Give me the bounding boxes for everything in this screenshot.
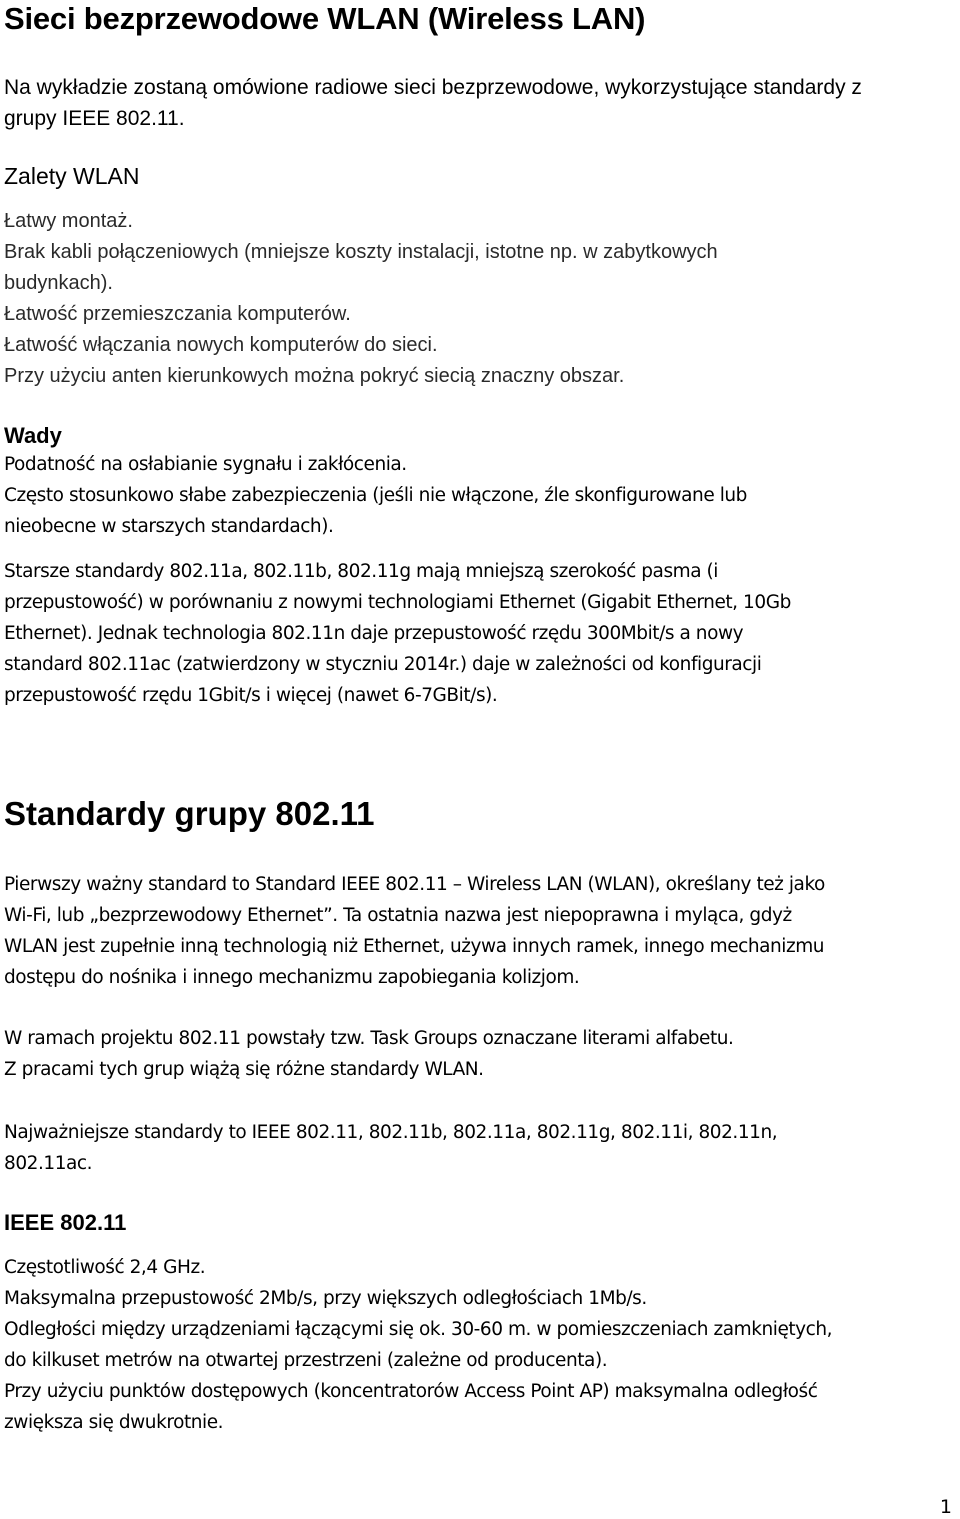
standardy-line: 802.11ac.	[4, 1153, 93, 1174]
ieee-heading: IEEE 802.11	[4, 1210, 127, 1235]
ieee-line: do kilkuset metrów na otwartej przestrzeni (zależne od producenta).	[4, 1350, 608, 1371]
ieee-line: zwiększa się dwukrotnie.	[4, 1412, 224, 1433]
zalety-line: budynkach).	[4, 272, 113, 294]
zalety-line: Przy użyciu anten kierunkowych można pokryć siecią znaczny obszar.	[4, 365, 625, 387]
ieee-line: Przy użyciu punktów dostępowych (koncentratorów Access Point AP) maksymalna odległość	[4, 1381, 818, 1402]
ieee-line: Odległości między urządzeniami łączącymi się ok. 30-60 m. w pomieszczeniach zamkniętych,	[4, 1319, 833, 1340]
wady-line: przepustowość rzędu 1Gbit/s i więcej (nawet 6-7GBit/s).	[4, 685, 498, 706]
standardy-line: dostępu do nośnika i innego mechanizmu zapobiegania kolizjom.	[4, 967, 580, 988]
intro-line: grupy IEEE 802.11.	[4, 107, 185, 130]
ieee-line: Częstotliwość 2,4 GHz.	[4, 1257, 206, 1278]
standardy-line: Z pracami tych grup wiążą się różne standardy WLAN.	[4, 1059, 484, 1080]
standardy-line: W ramach projektu 802.11 powstały tzw. Task Groups oznaczane literami alfabetu.	[4, 1028, 734, 1049]
standardy-line: WLAN jest zupełnie inną technologią niż Ethernet, używa innych ramek, innego mechanizmu	[4, 936, 825, 957]
wady-line: Podatność na osłabianie sygnału i zakłócenia.	[4, 454, 407, 475]
page-title: Sieci bezprzewodowe WLAN (Wireless LAN)	[4, 1, 646, 36]
wady-line: Ethernet). Jednak technologia 802.11n daje przepustowość rzędu 300Mbit/s a nowy	[4, 623, 744, 644]
ieee-line: Maksymalna przepustowość 2Mb/s, przy większych odległościach 1Mb/s.	[4, 1288, 647, 1309]
wady-line: przepustowość) w porównaniu z nowymi technologiami Ethernet (Gigabit Ethernet, 10Gb	[4, 592, 791, 613]
standardy-line: Najważniejsze standardy to IEEE 802.11, 802.11b, 802.11a, 802.11g, 802.11i, 802.11n,	[4, 1122, 778, 1143]
standardy-line: Pierwszy ważny standard to Standard IEEE 802.11 – Wireless LAN (WLAN), określany też jako	[4, 874, 825, 895]
zalety-heading: Zalety WLAN	[4, 163, 140, 189]
wady-line: standard 802.11ac (zatwierdzony w styczniu 2014r.) daje w zależności od konfiguracji	[4, 654, 762, 675]
zalety-line: Łatwość przemieszczania komputerów.	[4, 303, 351, 325]
standardy-line: Wi-Fi, lub „bezprzewodowy Ethernet”. Ta ostatnia nazwa jest niepoprawna i myląca, gdyż	[4, 905, 792, 926]
wady-heading: Wady	[4, 423, 62, 448]
zalety-line: Łatwość włączania nowych komputerów do sieci.	[4, 334, 438, 356]
wady-line: Starsze standardy 802.11a, 802.11b, 802.11g mają mniejszą szerokość pasma (i	[4, 561, 718, 582]
standardy-heading: Standardy grupy 802.11	[4, 795, 375, 832]
intro-line: Na wykładzie zostaną omówione radiowe sieci bezprzewodowe, wykorzystujące standardy z	[4, 76, 862, 99]
wady-line: Często stosunkowo słabe zabezpieczenia (jeśli nie włączone, źle skonfigurowane lub	[4, 485, 747, 506]
zalety-line: Łatwy montaż.	[4, 210, 133, 232]
page-number: 1	[939, 1496, 952, 1518]
wady-line: nieobecne w starszych standardach).	[4, 516, 334, 537]
zalety-line: Brak kabli połączeniowych (mniejsze koszty instalacji, istotne np. w zabytkowych	[4, 241, 718, 263]
